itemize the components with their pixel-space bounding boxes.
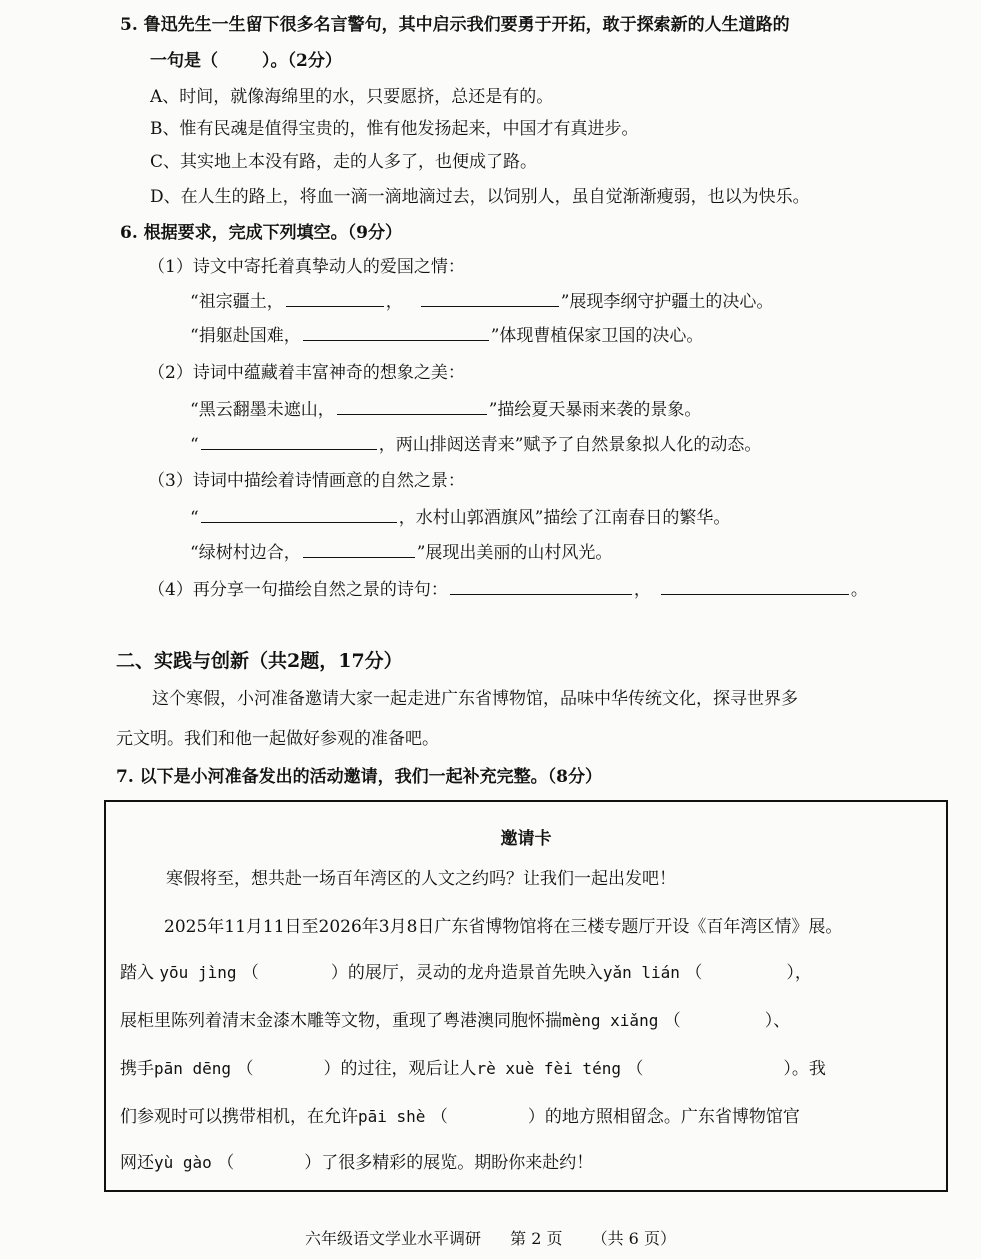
q6-part2-line-b: “ ，两山排闼送青来”赋予了自然景象拟人化的动态。 <box>190 435 762 455</box>
pinyin-pan-deng: pān dēng <box>154 1059 232 1078</box>
blank-1c[interactable] <box>303 324 489 341</box>
footer-total: （共 6 页） <box>591 1229 676 1248</box>
q6-part1-line-b: “捐躯赴国难， ”体现曹植保家卫国的决心。 <box>190 326 704 346</box>
blank-2b[interactable] <box>201 433 377 450</box>
card-title: 邀请卡 <box>500 829 552 849</box>
section2-intro-1: 这个寒假，小河准备邀请大家一起走进广东省博物馆，品味中华传统文化，探寻世界多 <box>152 689 798 709</box>
page-footer <box>0 1226 981 1249</box>
card-line-3: 踏入 yōu jìng （ ）的展厅，灵动的龙舟造景首先映入yǎn lián （ ）， <box>120 963 812 983</box>
q6-title: 6. 根据要求，完成下列填空。（9分） <box>120 223 402 243</box>
q5-option-b: B、惟有民魂是值得宝贵的，惟有他发扬起来，中国才有真进步。 <box>150 119 639 139</box>
q5-option-d: D、在人生的路上，将血一滴一滴地滴过去，以饲别人，虽自觉渐渐瘦弱，也以为快乐。 <box>150 187 810 207</box>
q5-option-c: C、其实地上本没有路，走的人多了，也便成了路。 <box>150 152 538 172</box>
pinyin-meng-xiang: mèng xiǎng <box>562 1011 659 1030</box>
blank-1b[interactable] <box>421 290 559 307</box>
q6-part2-line-a: “黑云翻墨未遮山， ”描绘夏天暴雨来袭的景象。 <box>190 400 702 420</box>
q6-part2-title: （2）诗词中蕴藏着丰富神奇的想象之美： <box>148 363 465 383</box>
blank-3b[interactable] <box>303 541 415 558</box>
q6-part3-line-a: “ ，水村山郭酒旗风”描绘了江南春日的繁华。 <box>190 508 731 528</box>
q7-title: 7. 以下是小河准备发出的活动邀请，我们一起补充完整。（8分） <box>116 767 602 787</box>
invitation-card <box>104 800 948 1192</box>
section2-title: 二、实践与创新（共2题，17分） <box>116 650 403 672</box>
blank-4a[interactable] <box>450 578 632 595</box>
pinyin-yu-gao: yù gào <box>154 1153 212 1172</box>
q5-prefix: 一句是（ <box>150 51 218 71</box>
q6-part1-title: （1）诗文中寄托着真挚动人的爱国之情： <box>148 257 465 277</box>
q6-part3-line-b: “绿树村边合， ”展现出美丽的山村风光。 <box>190 543 613 563</box>
card-line-5: 携手pān dēng （ ）的过往，观后让人rè xuè fèi téng （ ）。我 <box>120 1059 826 1079</box>
card-line-2: 2025年11月11日至2026年3月8日广东省博物馆将在三楼专题厅开设《百年湾区情》展。 <box>164 917 843 937</box>
card-line-6: 们参观时可以携带相机，在允许pāi shè （ ）的地方照相留念。广东省博物馆官 <box>120 1107 800 1127</box>
pinyin-you-jing: yōu jìng <box>159 963 237 982</box>
q5-stem-line2 <box>150 50 342 72</box>
q6-part3-title: （3）诗词中描绘着诗情画意的自然之景： <box>148 471 465 491</box>
footer-page: 第 2 页 <box>510 1229 563 1248</box>
q5-stem: 5. 鲁迅先生一生留下很多名言警句，其中启示我们要勇于开拓，敢于探索新的人生道路的 <box>120 15 790 35</box>
q5-suffix: ）。（2分） <box>262 51 342 71</box>
blank-3a[interactable] <box>201 506 397 523</box>
section2-intro-2: 元文明。我们和他一起做好参观的准备吧。 <box>116 729 439 749</box>
card-line-1: 寒假将至，想共赴一场百年湾区的人文之约吗？让我们一起出发吧！ <box>166 869 676 889</box>
q5-option-a: A、时间，就像海绵里的水，只要愿挤，总还是有的。 <box>150 87 554 107</box>
blank-4b[interactable] <box>661 578 849 595</box>
pinyin-yan-lian: yǎn lián <box>602 963 680 982</box>
card-line-7: 网还yù gào （ ）了很多精彩的展览。期盼你来赴约！ <box>120 1153 594 1173</box>
blank-1a[interactable] <box>286 290 384 307</box>
pinyin-pai-she: pāi shè <box>358 1107 426 1126</box>
q6-part4: （4）再分享一句描绘自然之景的诗句： ， 。 <box>148 580 868 600</box>
card-line-4: 展柜里陈列着清末金漆木雕等文物，重现了粤港澳同胞怀揣mèng xiǎng （ ）、 <box>120 1011 791 1031</box>
blank-2a[interactable] <box>337 398 487 415</box>
q6-part1-line-a: “祖宗疆土， ， ”展现李纲守护疆土的决心。 <box>190 292 774 312</box>
pinyin-re-xue-fei-teng: rè xuè fèi téng <box>476 1059 621 1078</box>
footer-title: 六年级语文学业水平调研 <box>305 1229 482 1248</box>
